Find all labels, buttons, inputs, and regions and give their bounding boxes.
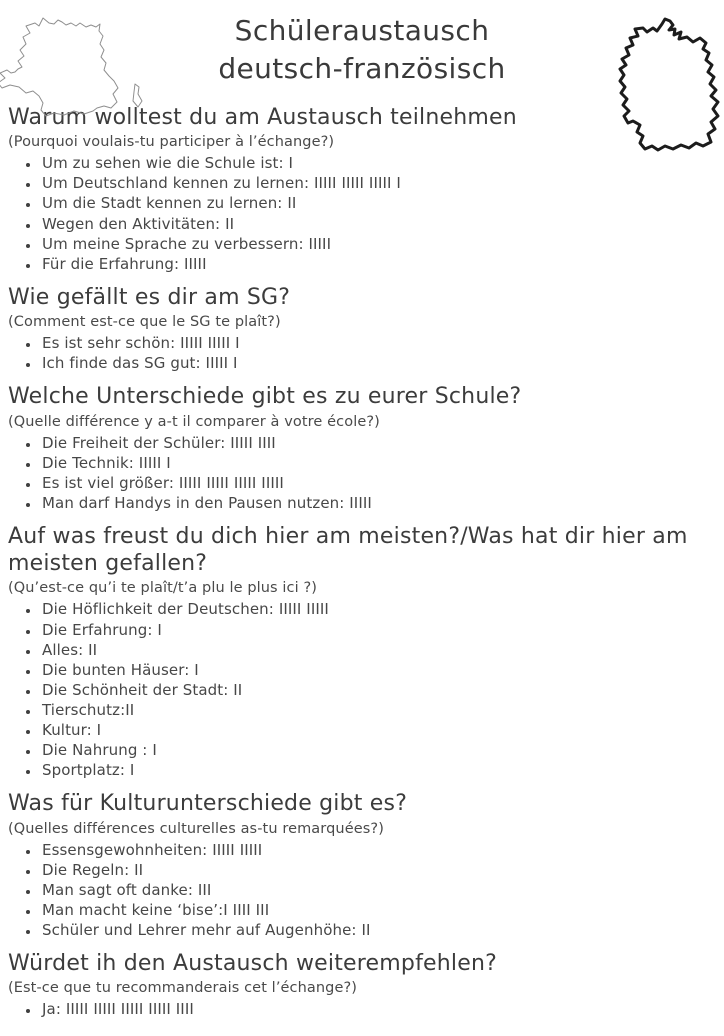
- tally-item: • Tierschutz:II: [40, 700, 716, 720]
- section-subtitle: (Est-ce que tu recommanderais cet l’échange?): [8, 980, 358, 997]
- tally-item: • Es ist sehr schön: IIIII IIIII I: [40, 333, 716, 353]
- tally-item: • Die Höflichkeit der Deutschen: IIIII IIIII: [40, 599, 716, 619]
- tally-item: • Die Schönheit der Stadt: II: [40, 680, 716, 700]
- tally-list: [8, 333, 716, 373]
- section-heading: Warum wolltest du am Austausch teilnehmen: [8, 105, 517, 130]
- tally-list: [8, 153, 716, 274]
- tally-item: • Die Erfahrung: I: [40, 620, 716, 640]
- tally-item: • Die bunten Häuser: I: [40, 660, 716, 680]
- section-culture-differences: [8, 790, 716, 940]
- tally-item: • Man sagt oft danke: III: [40, 880, 716, 900]
- germany-map-outline: [607, 16, 723, 156]
- section-heading: Würdet ih den Austausch weiterempfehlen?: [8, 951, 497, 977]
- page-title-line2: deutsch-französisch: [218, 52, 506, 85]
- tally-item: • Ja: IIIII IIIII IIIII IIIII IIII: [40, 999, 716, 1019]
- section-heading: Was für Kulturunterschiede gibt es?: [8, 791, 408, 817]
- tally-item: • Alles: II: [40, 640, 716, 660]
- poster-page: [0, 12, 724, 1036]
- tally-item: • Es ist viel größer: IIIII IIIII IIIII IIIII: [40, 473, 716, 493]
- section-heading: Welche Unterschiede gibt es zu eurer Schule?: [8, 384, 522, 410]
- section-like-sg: [8, 284, 716, 373]
- tally-item: • Essensgewohnheiten: IIIII IIIII: [40, 840, 716, 860]
- tally-item: • Die Freiheit der Schüler: IIIII IIII: [40, 433, 716, 453]
- tally-item: • Die Regeln: II: [40, 860, 716, 880]
- section-heading: Auf was freust du dich hier am meisten?/Was hat dir hier am meisten gefallen?: [8, 523, 688, 577]
- tally-item: • Für die Erfahrung: IIIII: [40, 254, 716, 274]
- tally-list: [8, 999, 716, 1019]
- tally-item: • Kultur: I: [40, 720, 716, 740]
- section-school-differences: [8, 383, 716, 513]
- poster-body: [0, 104, 724, 1019]
- section-subtitle: (Quelles différences culturelles as-tu remarquées?): [8, 820, 384, 837]
- france-map-outline: [0, 14, 148, 122]
- tally-item: • Man darf Handys in den Pausen nutzen: IIIII: [40, 493, 716, 513]
- section-liked-most: [8, 523, 716, 780]
- page-title-line1: Schüleraustausch: [234, 14, 490, 47]
- section-subtitle: (Comment est-ce que le SG te plaît?): [8, 314, 281, 331]
- tally-list: [8, 433, 716, 513]
- tally-item: • Wegen den Aktivitäten: II: [40, 214, 716, 234]
- section-subtitle: (Quelle différence y a-t il comparer à votre école?): [8, 413, 380, 430]
- tally-item: • Die Technik: IIIII I: [40, 453, 716, 473]
- tally-item: • Um meine Sprache zu verbessern: IIIII: [40, 234, 716, 254]
- tally-item: • Ich finde das SG gut: IIIII I: [40, 353, 716, 373]
- tally-item: • Um die Stadt kennen zu lernen: II: [40, 193, 716, 213]
- section-subtitle: (Qu’est-ce qu’i te plaît/t’a plu le plus ici ?): [8, 580, 317, 597]
- tally-item: • Die Nahrung : I: [40, 740, 716, 760]
- tally-item: • Um zu sehen wie die Schule ist: I: [40, 153, 716, 173]
- tally-list: [8, 840, 716, 940]
- tally-item: • Schüler und Lehrer mehr auf Augenhöhe: II: [40, 920, 716, 940]
- tally-item: • Man macht keine ‘bise’:I IIII III: [40, 900, 716, 920]
- tally-item: • Sportplatz: I: [40, 760, 716, 780]
- tally-list: [8, 599, 716, 780]
- section-heading: Wie gefällt es dir am SG?: [8, 284, 291, 310]
- tally-item: • Um Deutschland kennen zu lernen: IIIII IIIII IIIII I: [40, 173, 716, 193]
- section-recommend: [8, 950, 716, 1019]
- section-subtitle: (Pourquoi voulais-tu participer à l’échange?): [8, 134, 335, 151]
